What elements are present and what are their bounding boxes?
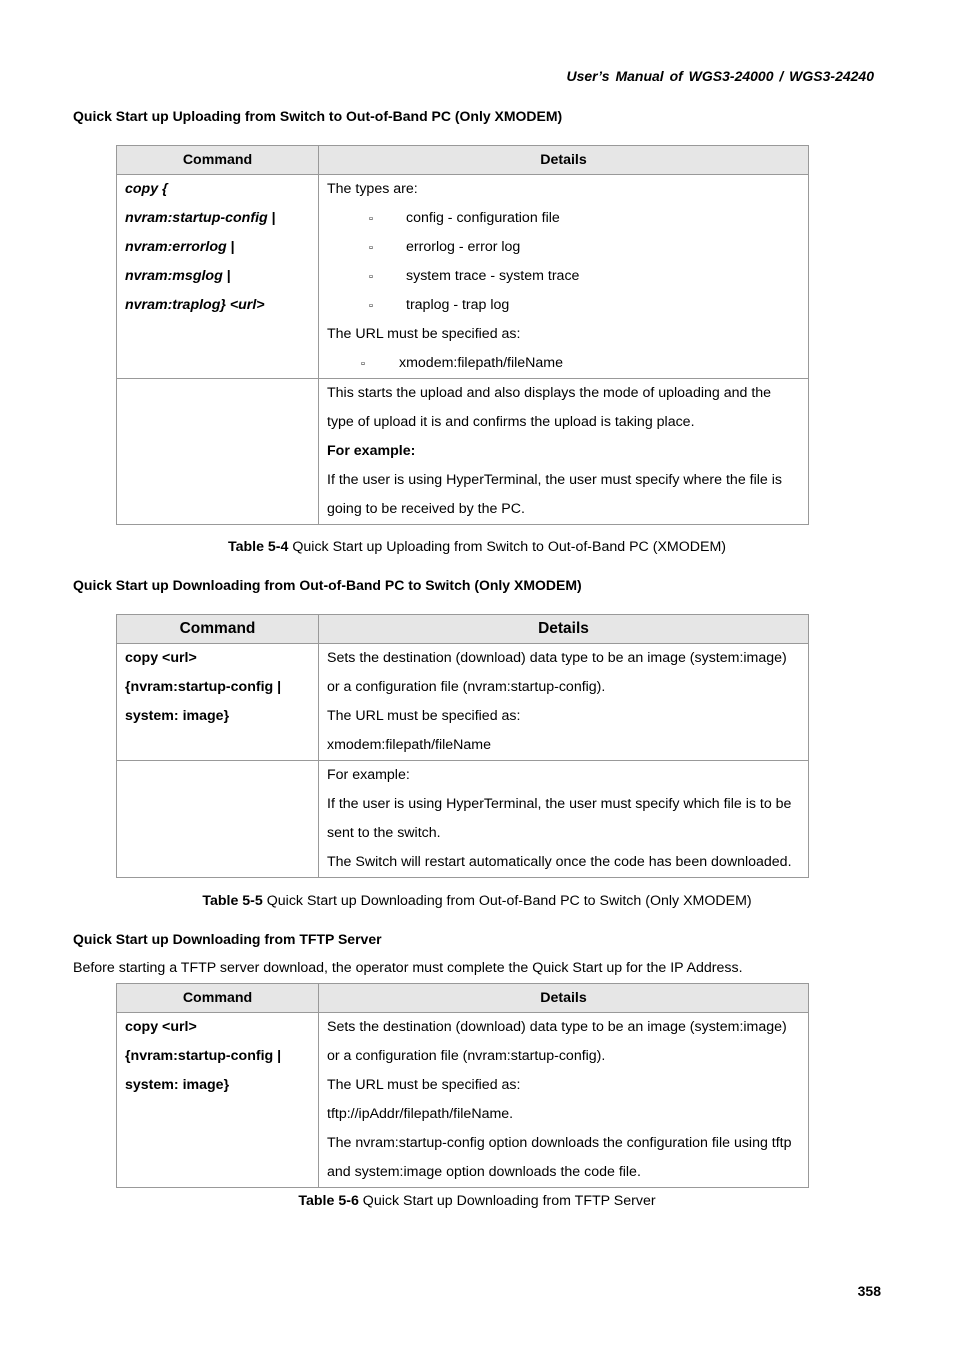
details-line: or a configuration file (nvram:startup-config).	[327, 679, 606, 695]
command-line: nvram:msglog |	[125, 268, 231, 284]
details-line: and system:image option downloads the code file.	[327, 1164, 641, 1180]
table-download-tftp	[116, 983, 809, 1188]
table-header-row	[117, 615, 809, 644]
list-item: ▫ traplog - trap log	[319, 291, 808, 320]
section-heading-download-xmodem: Quick Start up Downloading from Out-of-Band PC to Switch (Only XMODEM)	[73, 577, 582, 593]
section-heading-download-tftp: Quick Start up Downloading from TFTP Server	[73, 931, 382, 947]
table-header-row	[117, 146, 809, 175]
details-line: If the user is using HyperTerminal, the user must specify where the file is	[327, 472, 782, 488]
column-header-details: Details	[319, 984, 809, 1013]
command-line: copy <url>	[125, 650, 197, 666]
details-line: sent to the switch.	[327, 825, 441, 841]
table-row	[117, 644, 809, 761]
command-cell-empty	[117, 379, 319, 525]
column-header-command: Command	[117, 146, 319, 175]
section-heading-upload-xmodem: Quick Start up Uploading from Switch to Out-of-Band PC (Only XMODEM)	[73, 108, 563, 124]
details-line: type of upload it is and confirms the upload is taking place.	[327, 414, 695, 430]
column-header-command: Command	[117, 615, 319, 644]
details-line: Sets the destination (download) data type to be an image (system:image)	[327, 1019, 787, 1035]
table-row	[117, 175, 809, 379]
details-line: If the user is using HyperTerminal, the user must specify which file is to be	[327, 796, 792, 812]
details-line: The types are:	[327, 181, 418, 197]
command-line: nvram:traplog} <url>	[125, 297, 265, 313]
details-line: xmodem:filepath/fileName	[327, 737, 492, 753]
command-cell-empty	[117, 761, 319, 878]
command-line: copy <url>	[125, 1019, 197, 1035]
details-line: The URL must be specified as:	[327, 1077, 521, 1093]
command-cell	[117, 644, 319, 761]
table-caption: Table 5-4 Quick Start up Uploading from Switch to Out-of-Band PC (XMODEM)	[227, 539, 727, 555]
column-header-details: Details	[319, 615, 809, 644]
details-cell	[319, 379, 809, 525]
list-item: ▫ errorlog - error log	[319, 233, 808, 262]
table-download-xmodem	[116, 614, 809, 878]
details-line: The URL must be specified as:	[327, 708, 521, 724]
table-row	[117, 1013, 809, 1188]
details-cell	[319, 175, 809, 379]
command-line: copy {	[125, 181, 168, 197]
command-line: nvram:startup-config |	[125, 210, 276, 226]
details-line: Sets the destination (download) data type to be an image (system:image)	[327, 650, 787, 666]
table-row	[117, 761, 809, 878]
command-cell	[117, 1013, 319, 1188]
command-line: {nvram:startup-config |	[125, 679, 282, 695]
bullet-icon: ▫	[369, 271, 373, 283]
details-cell	[319, 761, 809, 878]
details-line: The URL must be specified as:	[327, 326, 521, 342]
details-line: going to be received by the PC.	[327, 501, 525, 517]
details-line: tftp://ipAddr/filepath/fileName.	[327, 1106, 514, 1122]
table-upload-xmodem	[116, 145, 809, 525]
bullet-icon: ▫	[369, 300, 373, 312]
table-caption: Table 5-6 Quick Start up Downloading from TFTP Server	[298, 1193, 656, 1209]
command-line: system: image}	[125, 1077, 230, 1093]
details-line: For example:	[327, 443, 416, 459]
bullet-icon: ▫	[369, 213, 373, 225]
details-line: The Switch will restart automatically once the code has been downloaded.	[327, 854, 792, 870]
page-number: 358	[857, 1283, 881, 1299]
section-intro-paragraph: Before starting a TFTP server download, the operator must complete the Quick Start up for the IP Address.	[73, 960, 743, 976]
command-line: {nvram:startup-config |	[125, 1048, 282, 1064]
details-line: For example:	[327, 767, 410, 783]
command-cell	[117, 175, 319, 379]
bullet-icon: ▫	[369, 242, 373, 254]
details-cell	[319, 644, 809, 761]
table-caption: Table 5-5 Quick Start up Downloading from Out-of-Band PC to Switch (Only XMODEM)	[202, 893, 752, 909]
bullet-icon: ▫	[361, 358, 365, 370]
column-header-details: Details	[319, 146, 809, 175]
details-line: This starts the upload and also displays the mode of uploading and the	[327, 385, 772, 401]
command-line: nvram:errorlog |	[125, 239, 235, 255]
details-line: or a configuration file (nvram:startup-config).	[327, 1048, 606, 1064]
list-item: ▫ system trace - system trace	[319, 262, 808, 291]
page-header: User’s Manual of WGS3-24000 / WGS3-24240	[566, 68, 874, 84]
column-header-command: Command	[117, 984, 319, 1013]
table-header-row	[117, 984, 809, 1013]
table-row	[117, 379, 809, 525]
list-item: ▫ xmodem:filepath/fileName	[319, 349, 808, 378]
command-line: system: image}	[125, 708, 230, 724]
details-line: The nvram:startup-config option downloads the configuration file using tftp	[327, 1135, 792, 1151]
list-item: ▫ config - configuration file	[319, 204, 808, 233]
details-cell	[319, 1013, 809, 1188]
